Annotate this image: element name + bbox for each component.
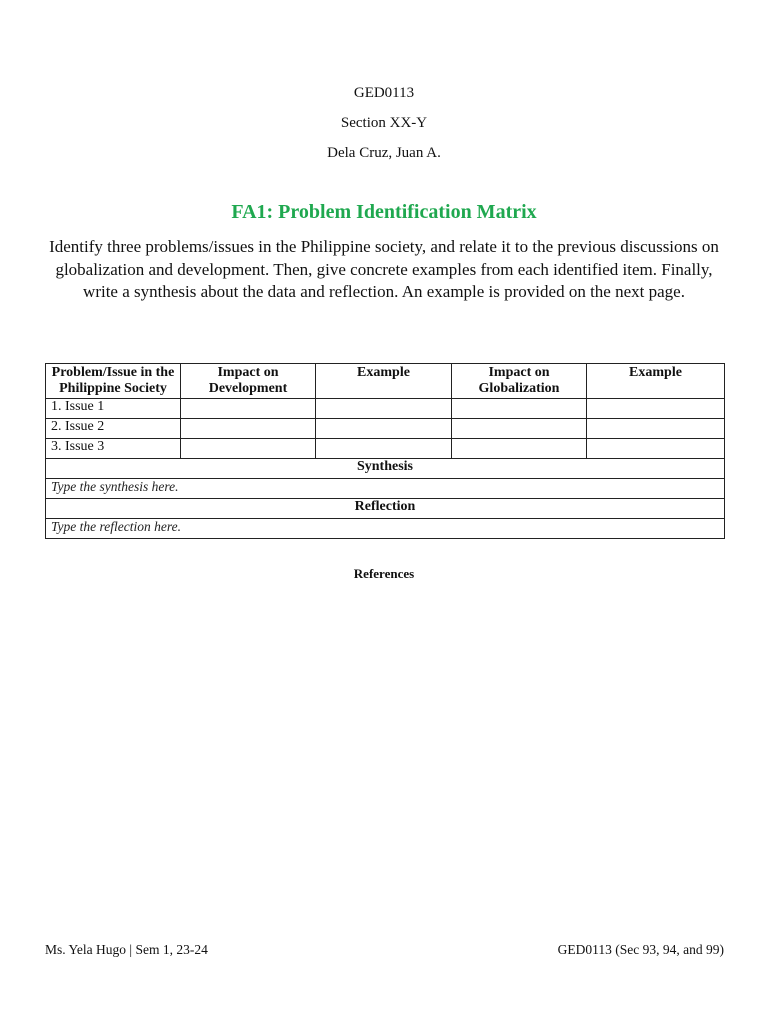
footer-instructor: Ms. Yela Hugo | Sem 1, 23-24 xyxy=(45,942,208,957)
reflection-heading-row xyxy=(46,499,725,519)
section-label: Section XX-Y xyxy=(340,115,428,131)
course-code: GED0113 xyxy=(353,85,415,101)
table-cell[interactable] xyxy=(452,399,587,419)
table-cell[interactable] xyxy=(316,419,452,439)
table-cell[interactable] xyxy=(587,419,725,439)
table-cell[interactable] xyxy=(181,399,316,419)
problem-identification-matrix xyxy=(45,363,725,539)
table-cell[interactable] xyxy=(452,439,587,459)
student-name: Dela Cruz, Juan A. xyxy=(327,145,441,161)
table-row xyxy=(46,439,725,459)
column-header-problem: Problem/Issue in the Philippine Society xyxy=(46,364,181,399)
issue-cell[interactable]: 3. Issue 3 xyxy=(46,439,181,459)
column-header-example-globalization: Example xyxy=(587,364,725,399)
reflection-row xyxy=(46,519,725,539)
table-cell[interactable] xyxy=(316,399,452,419)
table-cell[interactable] xyxy=(316,439,452,459)
table-cell[interactable] xyxy=(181,419,316,439)
synthesis-row xyxy=(46,479,725,499)
issue-cell[interactable]: 2. Issue 2 xyxy=(46,419,181,439)
table-row xyxy=(46,419,725,439)
table-cell[interactable] xyxy=(181,439,316,459)
reflection-heading: Reflection xyxy=(46,499,725,519)
synthesis-field[interactable]: Type the synthesis here. xyxy=(46,479,725,499)
table-row xyxy=(46,399,725,419)
table-cell[interactable] xyxy=(452,419,587,439)
synthesis-heading-row xyxy=(46,459,725,479)
column-header-impact-development: Impact on Development xyxy=(181,364,316,399)
page-title: FA1: Problem Identification Matrix xyxy=(231,201,537,223)
table-cell[interactable] xyxy=(587,439,725,459)
reflection-field[interactable]: Type the reflection here. xyxy=(46,519,725,539)
table-cell[interactable] xyxy=(587,399,725,419)
column-header-example-development: Example xyxy=(316,364,452,399)
synthesis-heading: Synthesis xyxy=(46,459,725,479)
references-heading: References xyxy=(353,566,415,581)
column-header-impact-globalization: Impact on Globalization xyxy=(452,364,587,399)
footer-course-sections: GED0113 (Sec 93, 94, and 99) xyxy=(557,942,724,957)
issue-cell[interactable]: 1. Issue 1 xyxy=(46,399,181,419)
table-header-row xyxy=(46,364,725,399)
instructions-paragraph: Identify three problems/issues in the Philippine society, and relate it to the previous discussions on globalization and development. Then, give concrete examples from each identified item. Finally, write a synthesis about the data and reflection. An example is provided on the next page. xyxy=(49,237,719,301)
